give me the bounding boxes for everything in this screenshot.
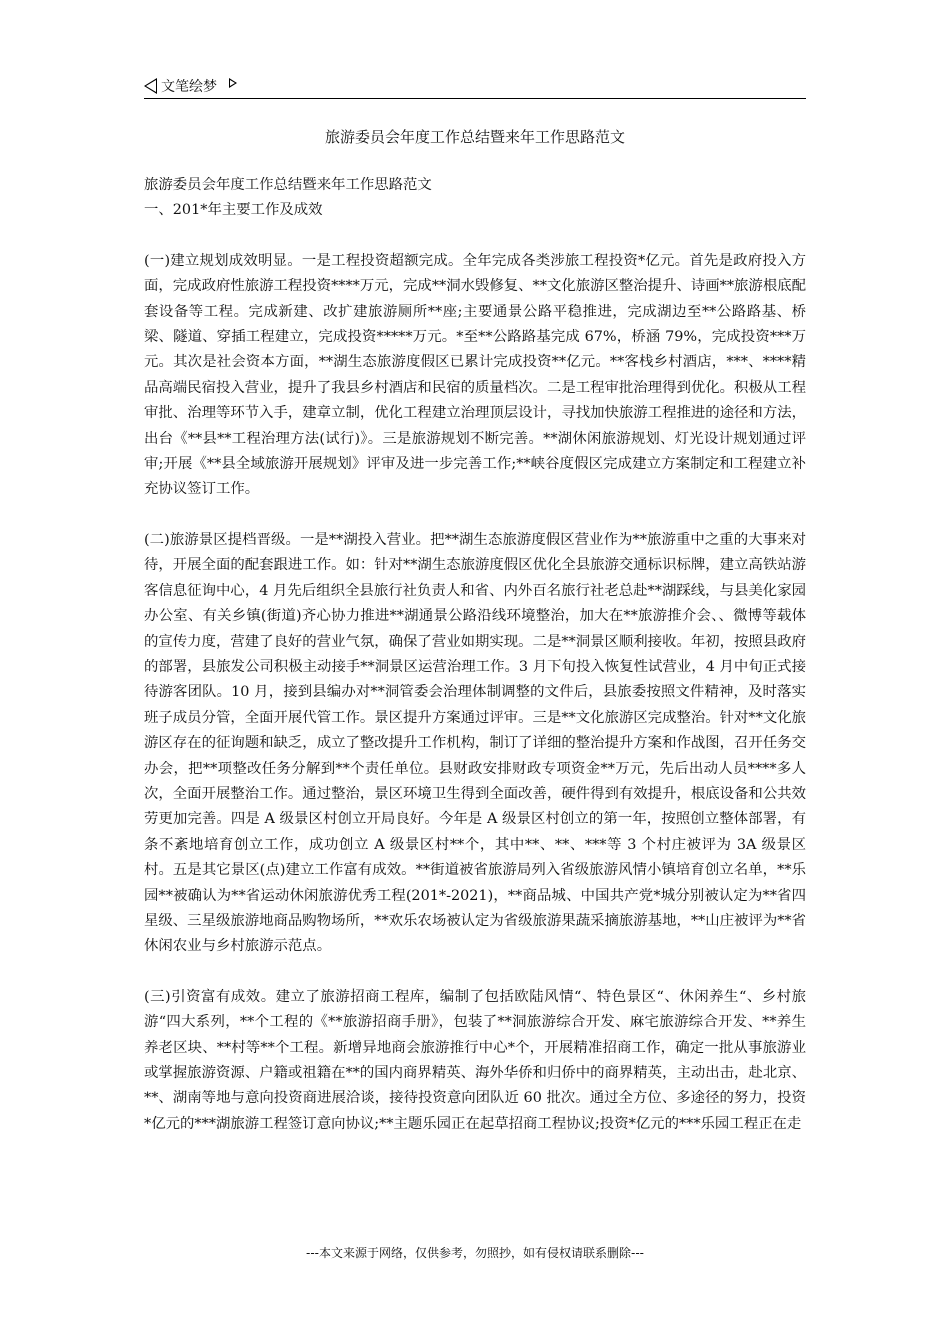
triangle-right-icon <box>229 78 237 88</box>
brand-name: 文笔绘梦 <box>161 79 217 95</box>
document-subtitle: 旅游委员会年度工作总结暨来年工作思路范文 <box>144 177 432 193</box>
brand <box>144 76 237 96</box>
document-title: 旅游委员会年度工作总结暨来年工作思路范文 <box>324 128 625 146</box>
footer-notice: ---本文来源于网络，仅供参考，勿照抄，如有侵权请联系删除--- <box>306 1246 644 1260</box>
document-body <box>144 173 806 1137</box>
section-heading: 一、201*年主要工作及成效 <box>144 202 323 219</box>
paragraph-scenic-areas: (二)旅游景区提档晋级。一是**湖投入营业。把**湖生态旅游度假区营业作为**旅游重中之重的大事来对待，开展全面的配套跟进工作。如：针对**湖生态旅游度假区优化全县旅游交通标识标牌，建立高铁站游客信息征询中心，4 月先后组织全县旅行社负责人和省、内外百名旅行社老总赴**湖踩线，与县美化家园办公室、有关乡镇(街道)齐心协力推进**湖通景公路沿线环境整治，加大在**旅游推介会、、微博等载体的宣传力度，营建了良好的营业气氛，确保了营业如期实现。二是**洞景区顺利接收。年初，按照县政府的部署，县旅发公司积极主动接手**洞景区运营治理工作。3 月下旬投入恢复性试营业，4 月中旬正式接待游客团队。10 月，接到县编办对**洞管委会治理体制调整的文件后，县旅委按照文件精神，及时落实班子成员分管，全面开展代管工作。景区提升方案通过评审。三是**文化旅游区完成整治。针对**文化旅游区存在的征询题和缺乏，成立了整改提升工作机构，制订了详细的整治提升方案和作战图，召开任务交办会，把**项整改任务分解到**个责任单位。县财政安排财政专项资金**万元，先后出动人员****多人次，全面开展整治工作。通过整治，景区环境卫生得到全面改善，硬件得到有效提升，根底设备和公共效劳更加完善。四是 A 级景区村创立开局良好。今年是 A 级景区村创立的第一年，按照创立整体部署，有条不紊地培育创立工作，成功创立 A 级景区村**个，其中**、**、***等 3 个村庄被评为 3A 级景区村。五是其它景区(点)建立工作富有成效。**街道被省旅游局列入省级旅游风情小镇培育创立名单，**乐园**被确认为**省运动休闲旅游优秀工程(201*-2021)，**商品城、中国共产党*城分别被认定为**省四星级、三星级旅游地商品购物场所，**欢乐农场被认定为省级旅游果蔬采摘旅游基地，**山庄被评为**省休闲农业与乡村旅游示范点。 <box>144 531 806 955</box>
paragraph-planning: (一)建立规划成效明显。一是工程投资超额完成。全年完成各类涉旅工程投资*亿元。首先是政府投入方面，完成政府性旅游工程投资****万元，完成**洞水毁修复、**文化旅游区整治提升、诗画**旅游根底配套设备等工程。完成新建、改扩建旅游厕所**座;主要通景公路平稳推进，完成湖边至**公路路基、桥梁、隧道、穿插工程建立，完成投资*****万元。*至**公路路基完成 67%，桥涵 79%，完成投资***万元。其次是社会资本方面，**湖生态旅游度假区已累计完成投资**亿元。**客栈乡村酒店，***、****精品高端民宿投入营业，提升了我县乡村酒店和民宿的质量档次。二是工程审批治理得到优化。积极从工程审批、治理等环节入手，建章立制，优化工程建立治理顶层设计，寻找加快旅游工程推进的途径和方法，出台《**县**工程治理方法(试行)》。三是旅游规划不断完善。**湖休闲旅游规划、灯光设计规划通过评审;开展《**县全域旅游开展规划》评审及进一步完善工作;**峡谷度假区完成建立方案制定和工程建立补充协议签订工作。 <box>144 252 806 498</box>
triangle-left-icon <box>144 78 157 94</box>
page-header <box>144 74 806 99</box>
paragraph-investment: (三)引资富有成效。建立了旅游招商工程库，编制了包括欧陆风情“、特色景区“、休闲养生“、乡村旅游“四大系列，**个工程的《**旅游招商手册》，包装了**洞旅游综合开发、麻宅旅游综合开发、**养生养老区块、**村等**个工程。新增异地商会旅游推行中心*个，开展精准招商工作，确定一批从事旅游业或掌握旅游资源、户籍或祖籍在**的国内商界精英、海外华侨和归侨中的商界精英，主动出击，赴北京、**、湖南等地与意向投资商进展洽谈，接待投资意向团队近 60 批次。通过全方位、多途径的努力，投资*亿元的***湖旅游工程签订意向协议;**主题乐园正在起草招商工程协议;投资*亿元的***乐园工程正在走 <box>144 988 806 1132</box>
